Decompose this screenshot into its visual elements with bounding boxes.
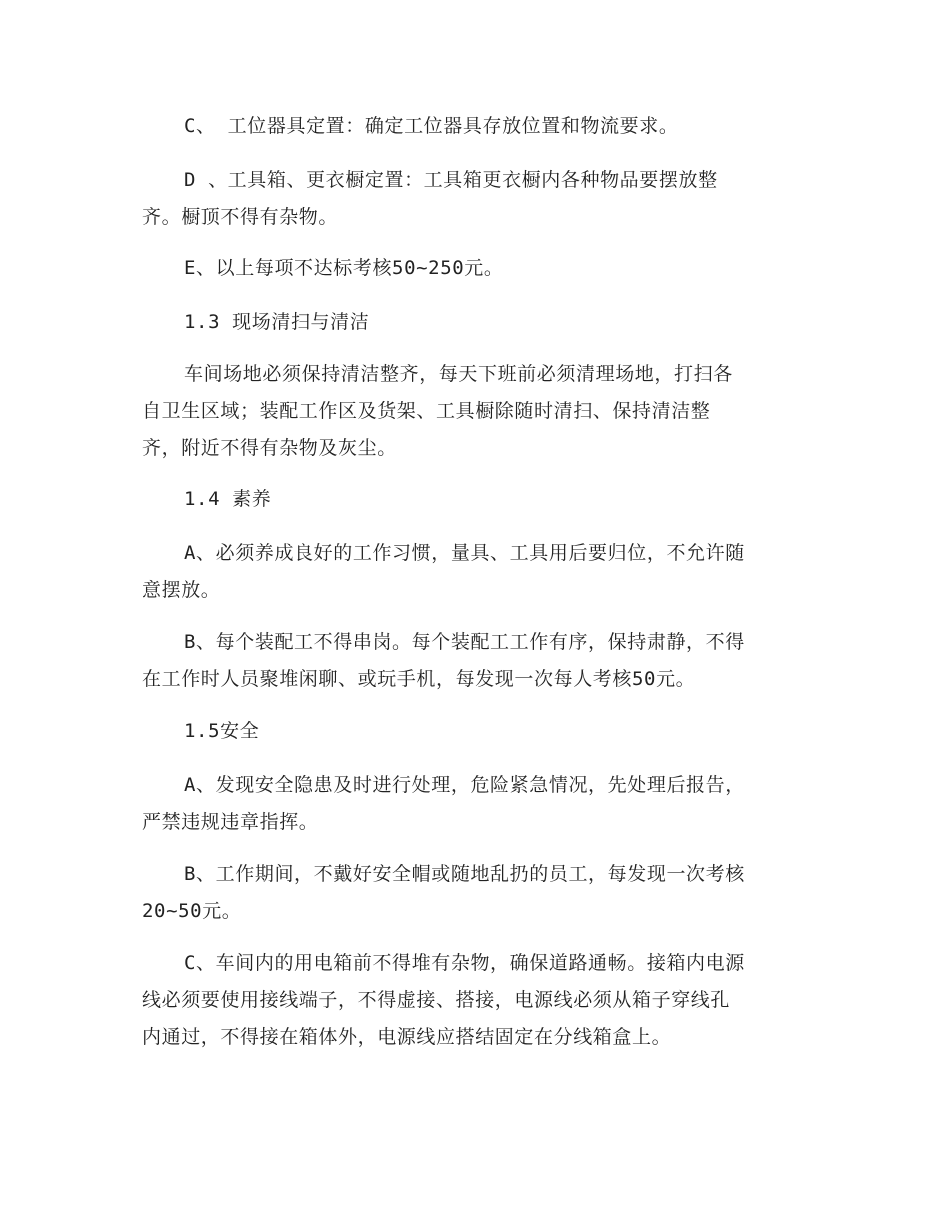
text-line: C、车间内的用电箱前不得堆有杂物，确保道路通畅。接箱内电源: [184, 952, 745, 974]
text-line: A、发现安全隐患及时进行处理，危险紧急情况，先处理后报告，: [184, 774, 745, 796]
text-line: A、必须养成良好的工作习惯，量具、工具用后要归位，不允许随: [184, 542, 745, 564]
text-line: B、工作期间，不戴好安全帽或随地乱扔的员工，每发现一次考核: [184, 863, 745, 885]
paragraph-e-penalty: [142, 250, 812, 287]
text-line: 严禁违规违章指挥。: [142, 811, 319, 833]
text-line: D 、工具箱、更衣橱定置：工具箱更衣橱内各种物品要摆放整: [184, 169, 718, 191]
text-line: 意摆放。: [142, 579, 221, 601]
paragraph-d-toolbox-placement: [142, 162, 812, 236]
paragraph-b-no-post-switching: [142, 624, 812, 698]
section-heading: 1.4 素养: [184, 488, 272, 510]
text-line: 自卫生区域；装配工作区及货架、工具橱除随时清扫、保持清洁整: [142, 400, 711, 422]
paragraph-c-station-placement: [142, 108, 812, 145]
section-heading: 1.3 现场清扫与清洁: [184, 311, 370, 333]
paragraph-b-helmet-rule: [142, 856, 812, 930]
text-line: 在工作时人员聚堆闲聊、或玩手机，每发现一次每人考核50元。: [142, 668, 696, 690]
text-line: 线必须要使用接线端子，不得虚接、搭接，电源线必须从箱子穿线孔: [142, 989, 731, 1011]
paragraph-c-power-box-rule: [142, 945, 812, 1056]
section-heading: 1.5安全: [184, 720, 260, 742]
text-line: C、 工位器具定置：确定工位器具存放位置和物流要求。: [184, 115, 679, 137]
text-line: B、每个装配工不得串岗。每个装配工工作有序，保持肃静，不得: [184, 631, 745, 653]
text-line: 车间场地必须保持清洁整齐，每天下班前必须清理场地，打扫各: [184, 363, 733, 385]
text-line: E、以上每项不达标考核50~250元。: [184, 257, 504, 279]
paragraph-a-hazard-handling: [142, 767, 812, 841]
heading-1-4-discipline: [142, 481, 812, 518]
paragraph-a-work-habits: [142, 535, 812, 609]
text-line: 20~50元。: [142, 900, 242, 922]
paragraph-cleaning-rules: [142, 356, 812, 467]
heading-1-3-cleaning: [142, 304, 812, 341]
text-line: 齐，附近不得有杂物及灰尘。: [142, 437, 397, 459]
text-line: 内通过，不得接在箱体外，电源线应搭结固定在分线箱盒上。: [142, 1026, 672, 1048]
heading-1-5-safety: [142, 713, 812, 750]
text-line: 齐。橱顶不得有杂物。: [142, 206, 339, 228]
